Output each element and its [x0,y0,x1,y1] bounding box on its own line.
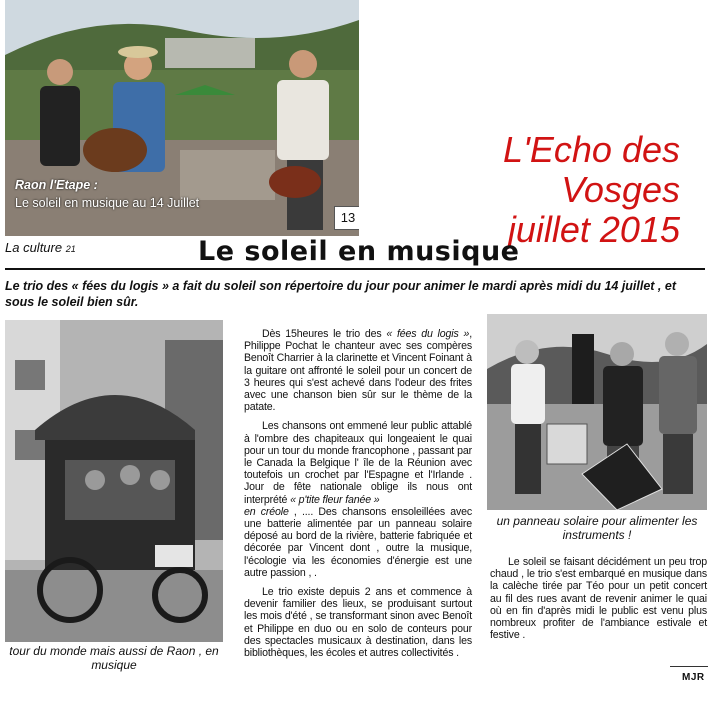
newspaper-title [380,130,680,250]
caption-text: Le soleil en musique au 14 Juillet [15,196,200,210]
solar-panel-photo [487,314,707,510]
page-number-badge: 13 [334,206,359,230]
solar-panel-photo-caption: un panneau solaire pour alimenter les instruments ! [496,514,698,542]
article-column-right [490,556,707,648]
paragraph-text: , .... Des chansons ensoleillées avec une batterie alimentée par un panneau solaire déposé au bord de la rivière, batterie fabriquée et décorée par Vincent dont , outre la musique, l'écologie via les économies d'énergie est une autre passion , . [244,505,472,579]
carriage-photo-illustration [5,320,223,642]
song-language: en créole [244,505,289,518]
newspaper-date: juillet 2015 [507,209,680,250]
section-name: La culture [5,240,63,255]
article-column-main [244,328,472,666]
photo-caption-overlay [15,176,215,212]
article-paragraph: Le soleil se faisant décidément un peu trop chaud , le trio s'est embarqué en musique dans la calèche tirée par Téo pour un petit concert au fil des rues avant de revenir animer le quai où en fin d'après midi le public est venu plus nombreux profiter de l'ambiance estivale et festive . [490,556,707,642]
paragraph-text: Les chansons ont emmené leur public attablé à l'ombre des chapiteaux qui longeaient le quai pour un tour du monde francophone , passant par le Canada la Belgique l' île de la Réunion avec toutefois un crochet par l'Espagne et l'Irlande . Jour de fête nationale oblige ils nous ont interprété [244,420,472,506]
band-name: « fées du logis » [386,328,470,340]
signature-divider [670,666,708,667]
article-paragraph: Le trio existe depuis 2 ans et commence à devenir familier des lieux, se produisant surtout les mois d'été , se transformant sinon avec Benoît et Philippe en duo ou en solo de conteurs pour des spectacles musicaux à destination, dans les bibliothèques, les écoles et autres collectivités . [244,586,472,660]
paragraph-text: Dès 15heures le trio des [262,328,387,340]
article-headline: Le soleil en musique [198,236,520,267]
carriage-photo-caption: tour du monde mais aussi de Raon , en musique [9,644,219,672]
article-standfirst: Le trio des « fées du logis » a fait du soleil son répertoire du jour pour animer le mardi après midi du 14 juillet , et sous le soleil bien sûr. [5,279,676,309]
author-signature: MJR [682,672,705,683]
solar-panel-photo-illustration [487,314,707,510]
song-title: « p'tite fleur fanée » [290,493,380,506]
carriage-photo [5,320,223,642]
newspaper-name: L'Echo des Vosges [503,129,680,210]
article-paragraph [244,328,472,413]
paragraph-text: , Philippe Pochat le chanteur avec ses compères Benoît Charrier à la clarinette et Vincent Foinant à la guitare ont affronté le soleil pour un concert de 3 heures qui s'est achevé dans l'odeur des frites avec une chanson bien sûr sur le thème de la patate. [244,328,472,414]
concert-photo [5,0,359,236]
article-paragraph [244,420,472,579]
section-label [5,240,76,255]
caption-place: Raon l'Etape : [15,178,98,192]
section-page: 21 [65,244,76,254]
headline-divider [5,268,705,270]
